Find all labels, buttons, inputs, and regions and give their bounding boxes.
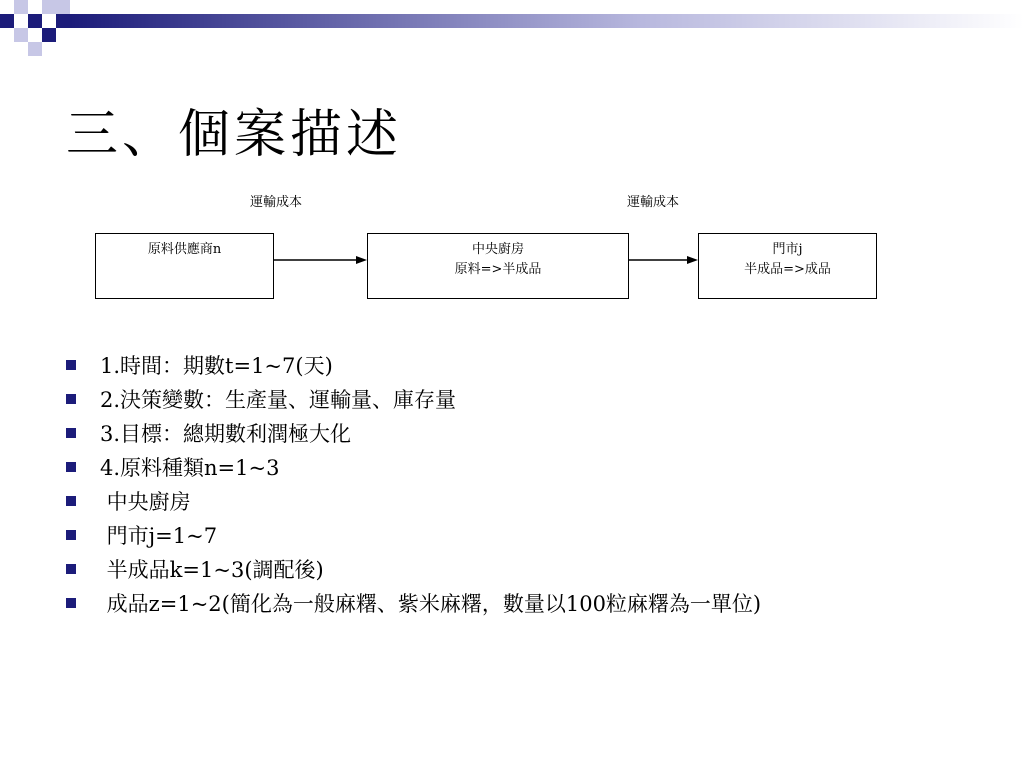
- supplier-box: [95, 233, 274, 299]
- bullet-item: [66, 450, 761, 484]
- bullet-text: 成品z=1~2(簡化為一般麻糬、紫米麻糬，數量以100粒麻糬為一單位): [100, 592, 762, 616]
- store-process: 半成品=>成品: [744, 262, 831, 277]
- bullet-text: 2.決策變數：生產量、運輸量、庫存量: [100, 388, 457, 412]
- arrow-supplier-to-kitchen: [274, 253, 368, 267]
- bullet-item: [66, 484, 761, 518]
- decorative-corner-squares: [0, 0, 160, 70]
- bullet-item: [66, 416, 761, 450]
- square-bullet-icon: [66, 462, 76, 472]
- bullet-item: [66, 586, 761, 620]
- slide-title: 三、個案描述: [66, 105, 403, 165]
- square-bullet-icon: [66, 394, 76, 404]
- bullet-text: 半成品k=1~3(調配後): [100, 558, 324, 582]
- square-bullet-icon: [66, 360, 76, 370]
- square-bullet-icon: [66, 564, 76, 574]
- bullet-item: [66, 348, 761, 382]
- transport-cost-label-left: 運輸成本: [250, 195, 303, 210]
- store-box: [698, 233, 877, 299]
- arrow-kitchen-to-store: [629, 253, 699, 267]
- bullet-text: 門市j=1~7: [100, 524, 218, 548]
- bullet-text: 中央廚房: [100, 490, 191, 514]
- central-kitchen-process: 原料=>半成品: [454, 262, 542, 277]
- bullet-item: [66, 382, 761, 416]
- bullet-item: [66, 518, 761, 552]
- decorative-gradient-bar: [70, 14, 1024, 28]
- central-kitchen-box: [367, 233, 629, 299]
- bullet-text: 4.原料種類n=1~3: [100, 456, 280, 480]
- square-bullet-icon: [66, 530, 76, 540]
- bullet-item: [66, 552, 761, 586]
- square-bullet-icon: [66, 496, 76, 506]
- bullet-text: 1.時間：期數t=1~7(天): [100, 354, 333, 378]
- bullet-text: 3.目標：總期數利潤極大化: [100, 422, 352, 446]
- supplier-box-label: 原料供應商n: [147, 242, 222, 257]
- store-label: 門市j: [772, 242, 803, 257]
- description-bullet-list: [66, 348, 761, 620]
- central-kitchen-label: 中央廚房: [471, 242, 524, 257]
- transport-cost-label-right: 運輸成本: [627, 195, 680, 210]
- square-bullet-icon: [66, 598, 76, 608]
- square-bullet-icon: [66, 428, 76, 438]
